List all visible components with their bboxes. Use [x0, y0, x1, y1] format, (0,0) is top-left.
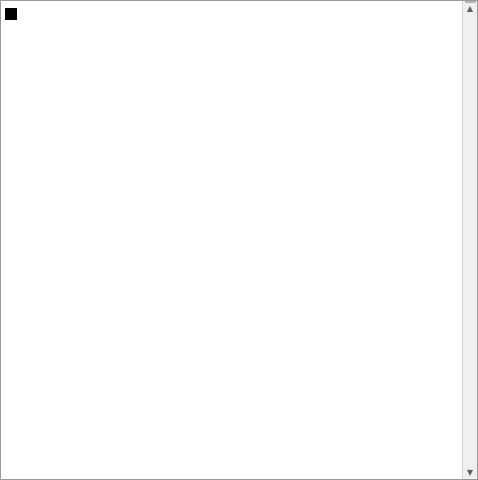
page-title	[1, 1, 477, 27]
scroll-up-arrow-icon[interactable]: ▲	[466, 3, 474, 13]
history-table-container	[4, 27, 463, 479]
title-square-icon	[5, 8, 17, 20]
scroll-down-arrow-icon[interactable]: ▼	[466, 467, 474, 477]
vertical-scrollbar[interactable]	[462, 1, 477, 479]
scrollbar-thumb[interactable]	[465, 1, 476, 3]
